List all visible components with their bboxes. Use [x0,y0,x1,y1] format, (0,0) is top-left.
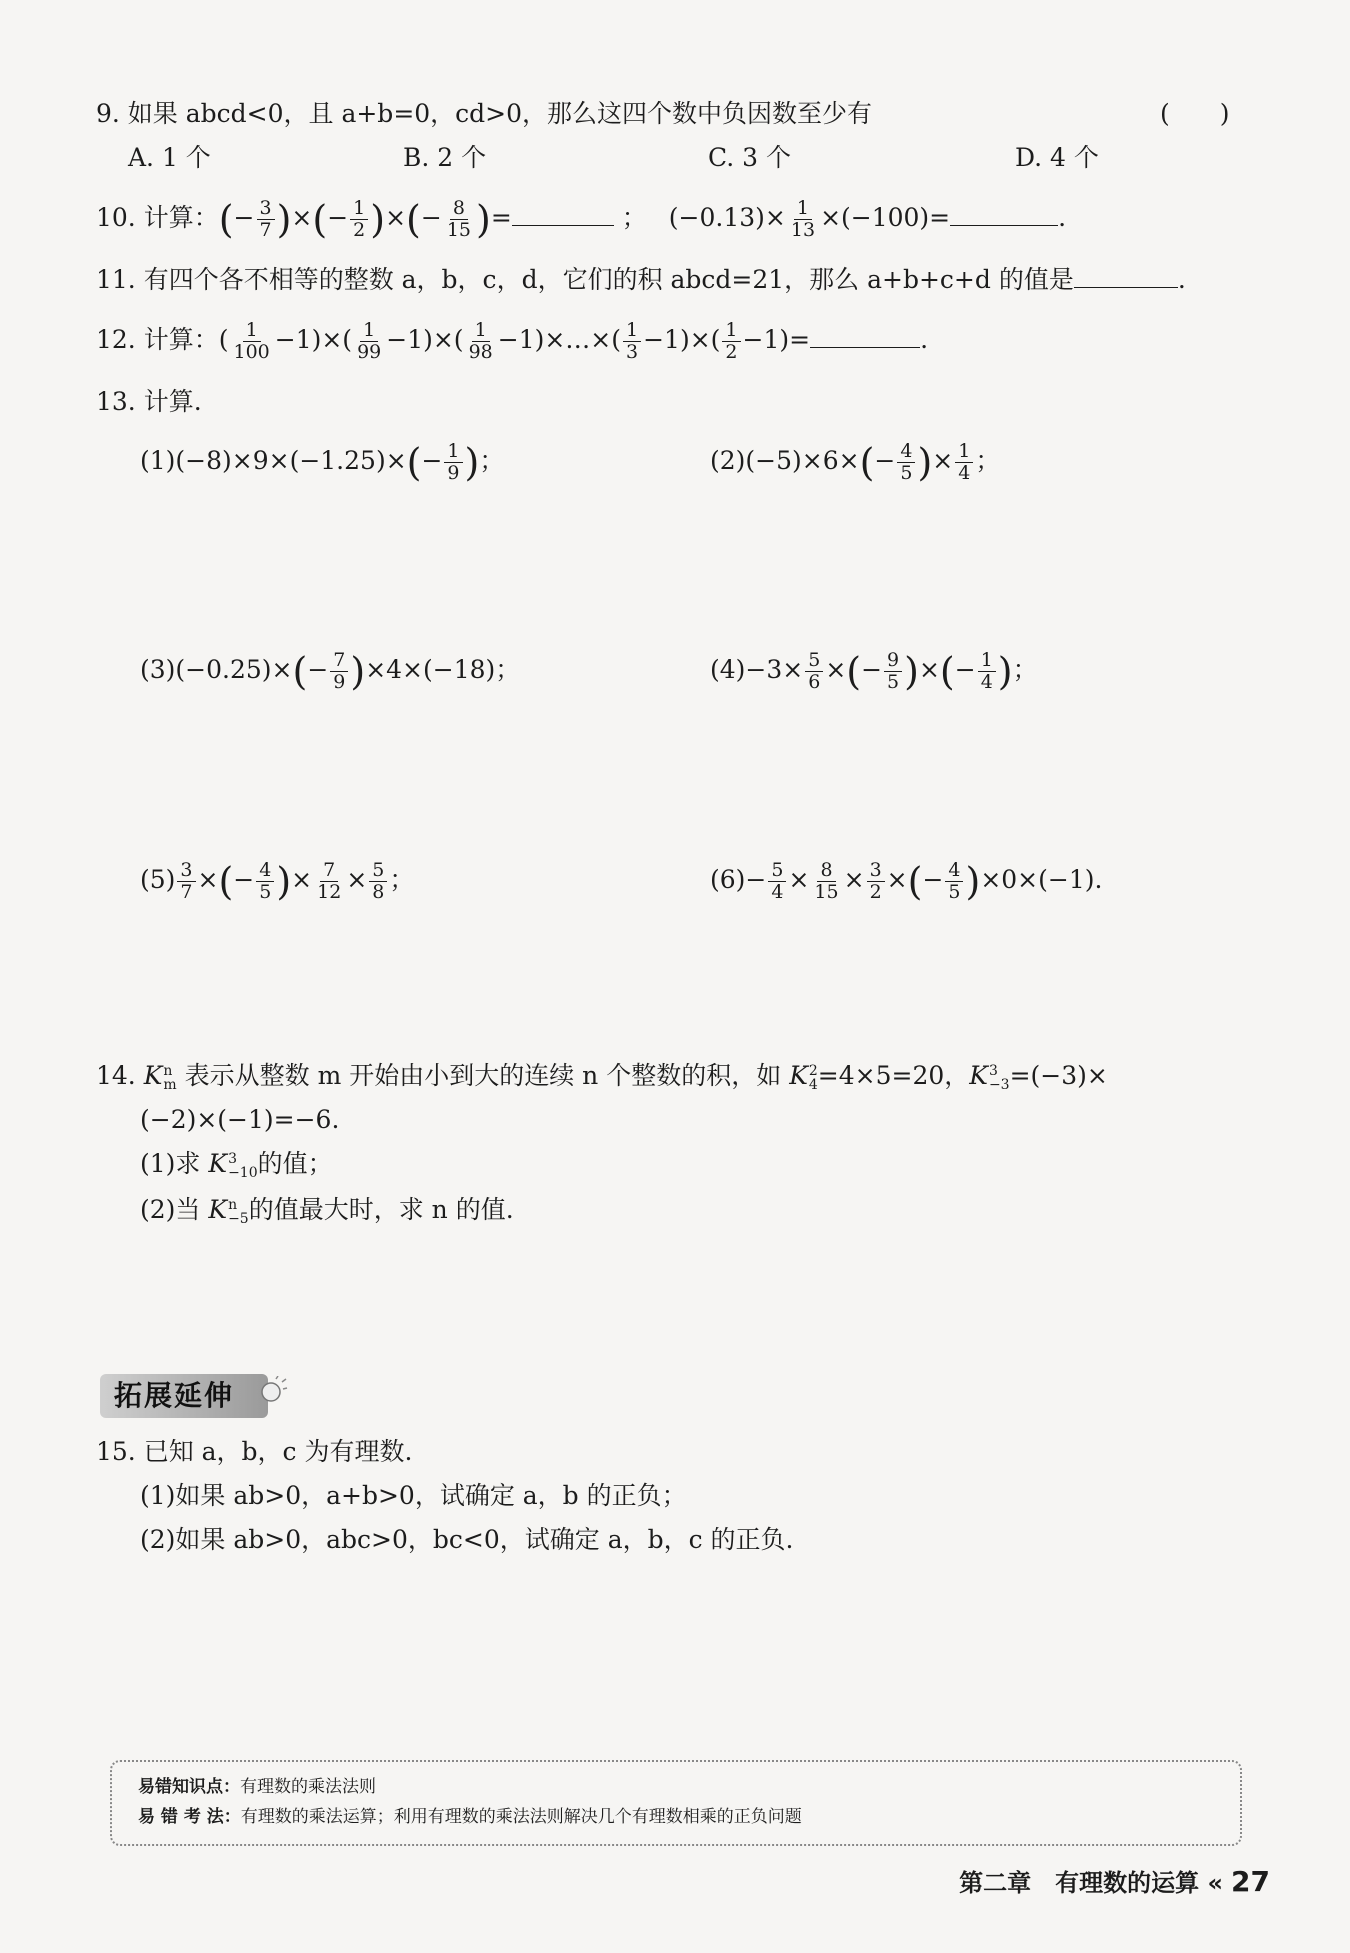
question-11: 11. 有四个各不相等的整数 a，b，c，d，它们的积 abcd=21，那么 a+b+c+d 的值是 . [96,265,1186,294]
option-a: A. 1 个 [128,143,211,172]
question-14-line-2: (−2)×(−1)=−6. [140,1105,340,1134]
q13-part-1: (1)(−8)×9×(−1.25)×(− $\frac{1}{9}$ )； [140,440,505,485]
question-13-label: 13. 计算. [96,387,202,416]
q13-part-5: (5) $\frac{3}{7}$ ×(− $\frac{4}{5}$ )× $\frac{7}{12}$ × $\frac{5}{8}$ ； [140,859,415,904]
q14-example-2: =(−3)× [1009,1061,1108,1090]
question-12-label: 12. 计算： [96,325,219,354]
q15-part-2: (2)如果 ab>0，abc>0，bc<0，试确定 a，b，c 的正负. [140,1525,794,1554]
q14-part-1-b: 的值； [257,1149,333,1178]
q13-part-3: (3)(−0.25)×(− $\frac{7}{9}$ )×4×(−18)； [140,649,521,694]
note-knowledge-value: 有理数的乘法法则 [240,1777,376,1797]
note-knowledge-key: 易错知识点： [138,1777,240,1797]
note-knowledge [138,1774,376,1800]
q14-definition: 表示从整数 m 开始由小到大的连续 n 个整数的积，如 [176,1061,790,1090]
separator: ； [621,203,647,232]
section-heading-title: 拓展延伸 [114,1379,235,1412]
option-d: D. 4 个 [1015,143,1099,172]
q14-part-2-a: (2)当 [140,1195,209,1224]
q15-part-1: (1)如果 ab>0，a+b>0，试确定 a，b 的正负； [140,1481,687,1510]
page-number: 27 [1231,1865,1270,1898]
note-method [138,1804,802,1830]
lightbulb-icon [258,1376,288,1412]
question-14-line-1: 14. K n m 表示从整数 m 开始由小到大的连续 n 个整数的积，如 K 2 4 =4×5=20，K 3 −3 =(−3)× [96,1061,1108,1093]
section-heading [100,1370,292,1422]
option-c: C. 3 个 [708,143,791,172]
q14-number: 14. [96,1061,144,1090]
q13-part-2: (2)(−5)×6×(− $\frac{4}{5}$ )× $\frac{1}{4}$ ； [710,440,1001,485]
chapter-title: 第二章 有理数的运算 « [959,1869,1224,1897]
question-10: 10. 计算：(− $\frac{3}{7}$ )×(− $\frac{1}{2}$ )×(− $\frac{8}{15}$ )= ； (−0.13)× $\frac{1}{13}$ ×(−100)= . [96,197,1067,242]
question-9-stem: 9. 如果 abcd<0，且 a+b=0，cd>0，那么这四个数中负因数至少有 [96,99,873,128]
q14-part-2-b: 的值最大时，求 n 的值. [248,1195,514,1224]
q13-part-6: (6)− $\frac{5}{4}$ × $\frac{8}{15}$ × $\frac{3}{2}$ ×(− $\frac{4}{5}$ )×0×(−1). [710,859,1103,904]
error-notes-box [110,1760,1242,1846]
q14-example-1: =4×5=20， [817,1061,970,1090]
answer-paren: ( ) [1160,99,1230,128]
q14-part-1-a: (1)求 [140,1149,209,1178]
q13-part-4: (4)−3× $\frac{5}{6}$ ×(− $\frac{9}{5}$ )×(− $\frac{1}{4}$ )； [710,649,1038,694]
note-method-key: 易 错 考 法： [138,1807,241,1827]
q14-part-2: (2)当 K n −5 的值最大时，求 n 的值. [140,1195,514,1227]
question-11-text: 11. 有四个各不相等的整数 a，b，c，d，它们的积 abcd=21，那么 a+b+c+d 的值是 [96,265,1074,294]
page-footer [959,1862,1270,1903]
option-b: B. 2 个 [403,143,487,172]
q14-part-1: (1)求 K 3 −10 的值； [140,1149,333,1181]
question-10-label: 10. 计算： [96,203,219,232]
note-method-value: 有理数的乘法运算；利用有理数的乘法法则解决几个有理数相乘的正负问题 [240,1807,802,1827]
question-15-stem: 15. 已知 a，b，c 为有理数. [96,1437,413,1466]
question-12: 12. 计算：( $\frac{1}{100}$ −1)×( $\frac{1}{99}$ −1)×( $\frac{1}{98}$ −1)×…×( $\frac{1}{3}$ −1)×( $\frac{1}{2}$ −1)= . [96,319,929,363]
